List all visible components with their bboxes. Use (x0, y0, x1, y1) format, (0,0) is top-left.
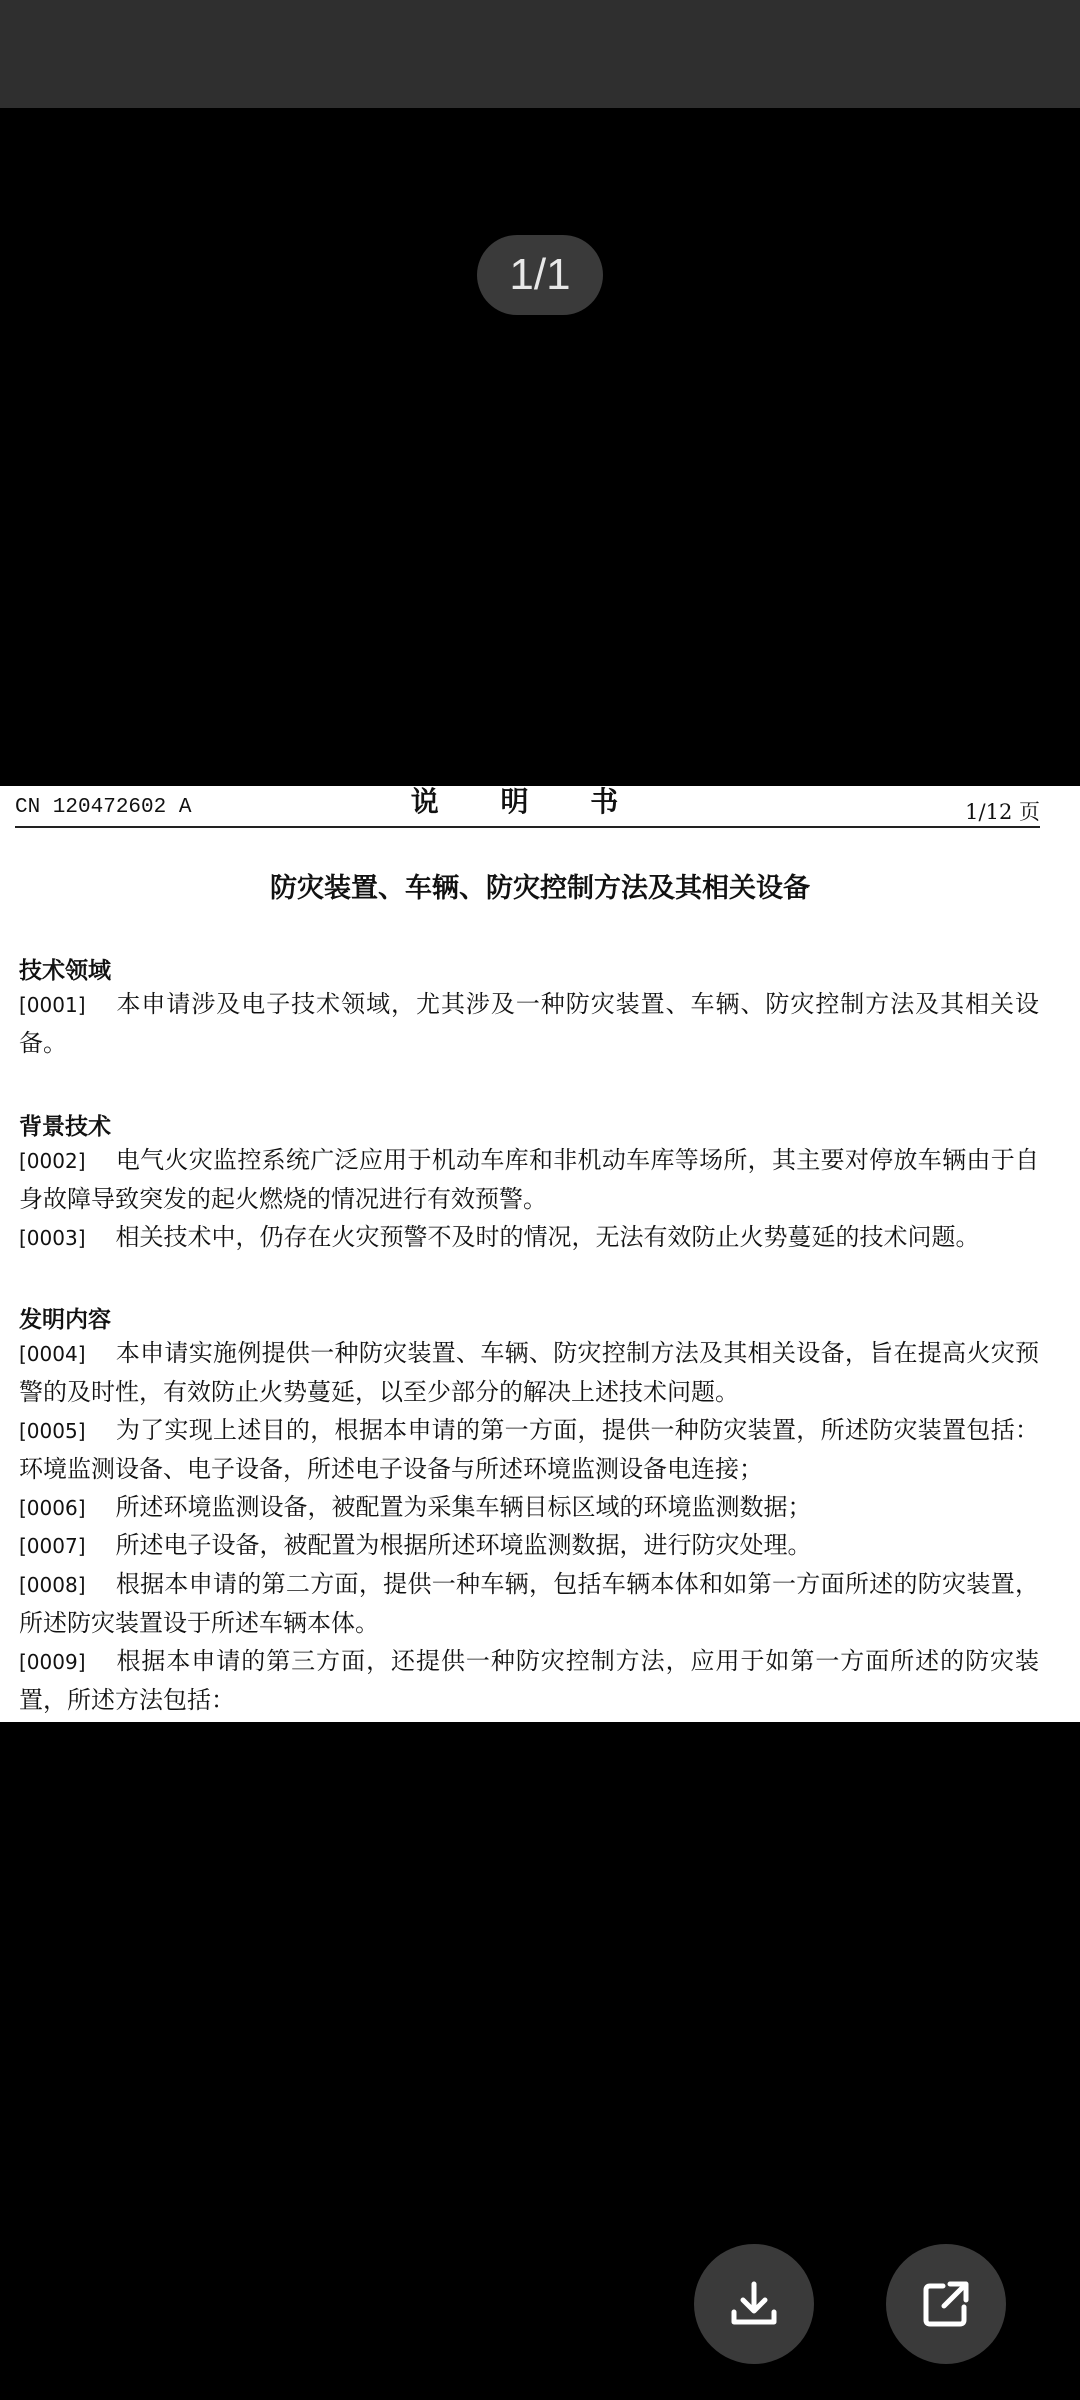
patent-number: CN 120472602 A (15, 796, 192, 819)
paragraph-text: 为了实现上述目的，根据本申请的第一方面，提供一种防灾装置，所述防灾装置包括：环境监测设备、电子设备，所述电子设备与所述环境监测设备电连接； (19, 1416, 1039, 1483)
document-type: 说 明 书 (410, 786, 645, 818)
paragraph-number: [0001] (19, 993, 86, 1017)
paragraph (19, 1218, 1039, 1257)
paragraph-number: [0009] (19, 1650, 86, 1674)
paragraph-text: 所述环境监测设备，被配置为采集车辆目标区域的环境监测数据； (115, 1493, 812, 1521)
section-heading-background: 背景技术 (19, 1114, 111, 1140)
paragraph (19, 1642, 1039, 1719)
page-indicator: 1/1 (477, 235, 603, 315)
section-heading-tech-field: 技术领域 (19, 958, 111, 984)
paragraph-text: 根据本申请的第三方面，还提供一种防灾控制方法，应用于如第一方面所述的防灾装置，所述方法包括： (19, 1647, 1039, 1714)
paragraph-text: 根据本申请的第二方面，提供一种车辆，包括车辆本体和如第一方面所述的防灾装置，所述防灾装置设于所述车辆本体。 (19, 1570, 1039, 1637)
paragraph-text: 本申请涉及电子技术领域，尤其涉及一种防灾装置、车辆、防灾控制方法及其相关设备。 (19, 990, 1039, 1057)
paragraph-text: 相关技术中，仍存在火灾预警不及时的情况，无法有效防止火势蔓延的技术问题。 (115, 1223, 980, 1251)
paragraph-number: [0004] (19, 1342, 86, 1366)
paragraph (19, 1411, 1039, 1488)
share-button[interactable] (886, 2244, 1006, 2364)
paragraph (19, 1141, 1039, 1218)
paragraph (19, 1526, 1039, 1565)
download-button[interactable] (694, 2244, 814, 2364)
paragraph-number: [0007] (19, 1534, 86, 1558)
document-page[interactable] (0, 786, 1080, 1722)
share-icon (916, 2274, 976, 2334)
paragraph-number: [0003] (19, 1226, 86, 1250)
paragraph-number: [0006] (19, 1496, 86, 1520)
document-title: 防灾装置、车辆、防灾控制方法及其相关设备 (270, 873, 810, 904)
section-heading-summary: 发明内容 (19, 1307, 111, 1333)
paragraph-number: [0008] (19, 1573, 86, 1597)
paragraph-text: 本申请实施例提供一种防灾装置、车辆、防灾控制方法及其相关设备，旨在提高火灾预警的及时性，有效防止火势蔓延，以至少部分的解决上述技术问题。 (19, 1339, 1039, 1406)
page-count: 1/12 页 (965, 800, 1040, 824)
paragraph (19, 985, 1039, 1062)
paragraph-number: [0002] (19, 1149, 86, 1173)
paragraph-number: [0005] (19, 1419, 86, 1443)
status-bar (0, 0, 1080, 108)
paragraph (19, 1565, 1039, 1642)
paragraph-text: 电气火灾监控系统广泛应用于机动车库和非机动车库等场所，其主要对停放车辆由于自身故障导致突发的起火燃烧的情况进行有效预警。 (19, 1146, 1039, 1213)
paragraph (19, 1488, 1039, 1527)
document-header (15, 786, 1040, 828)
download-icon (724, 2274, 784, 2334)
paragraph-text: 所述电子设备，被配置为根据所述环境监测数据，进行防灾处理。 (115, 1531, 812, 1559)
paragraph (19, 1334, 1039, 1411)
